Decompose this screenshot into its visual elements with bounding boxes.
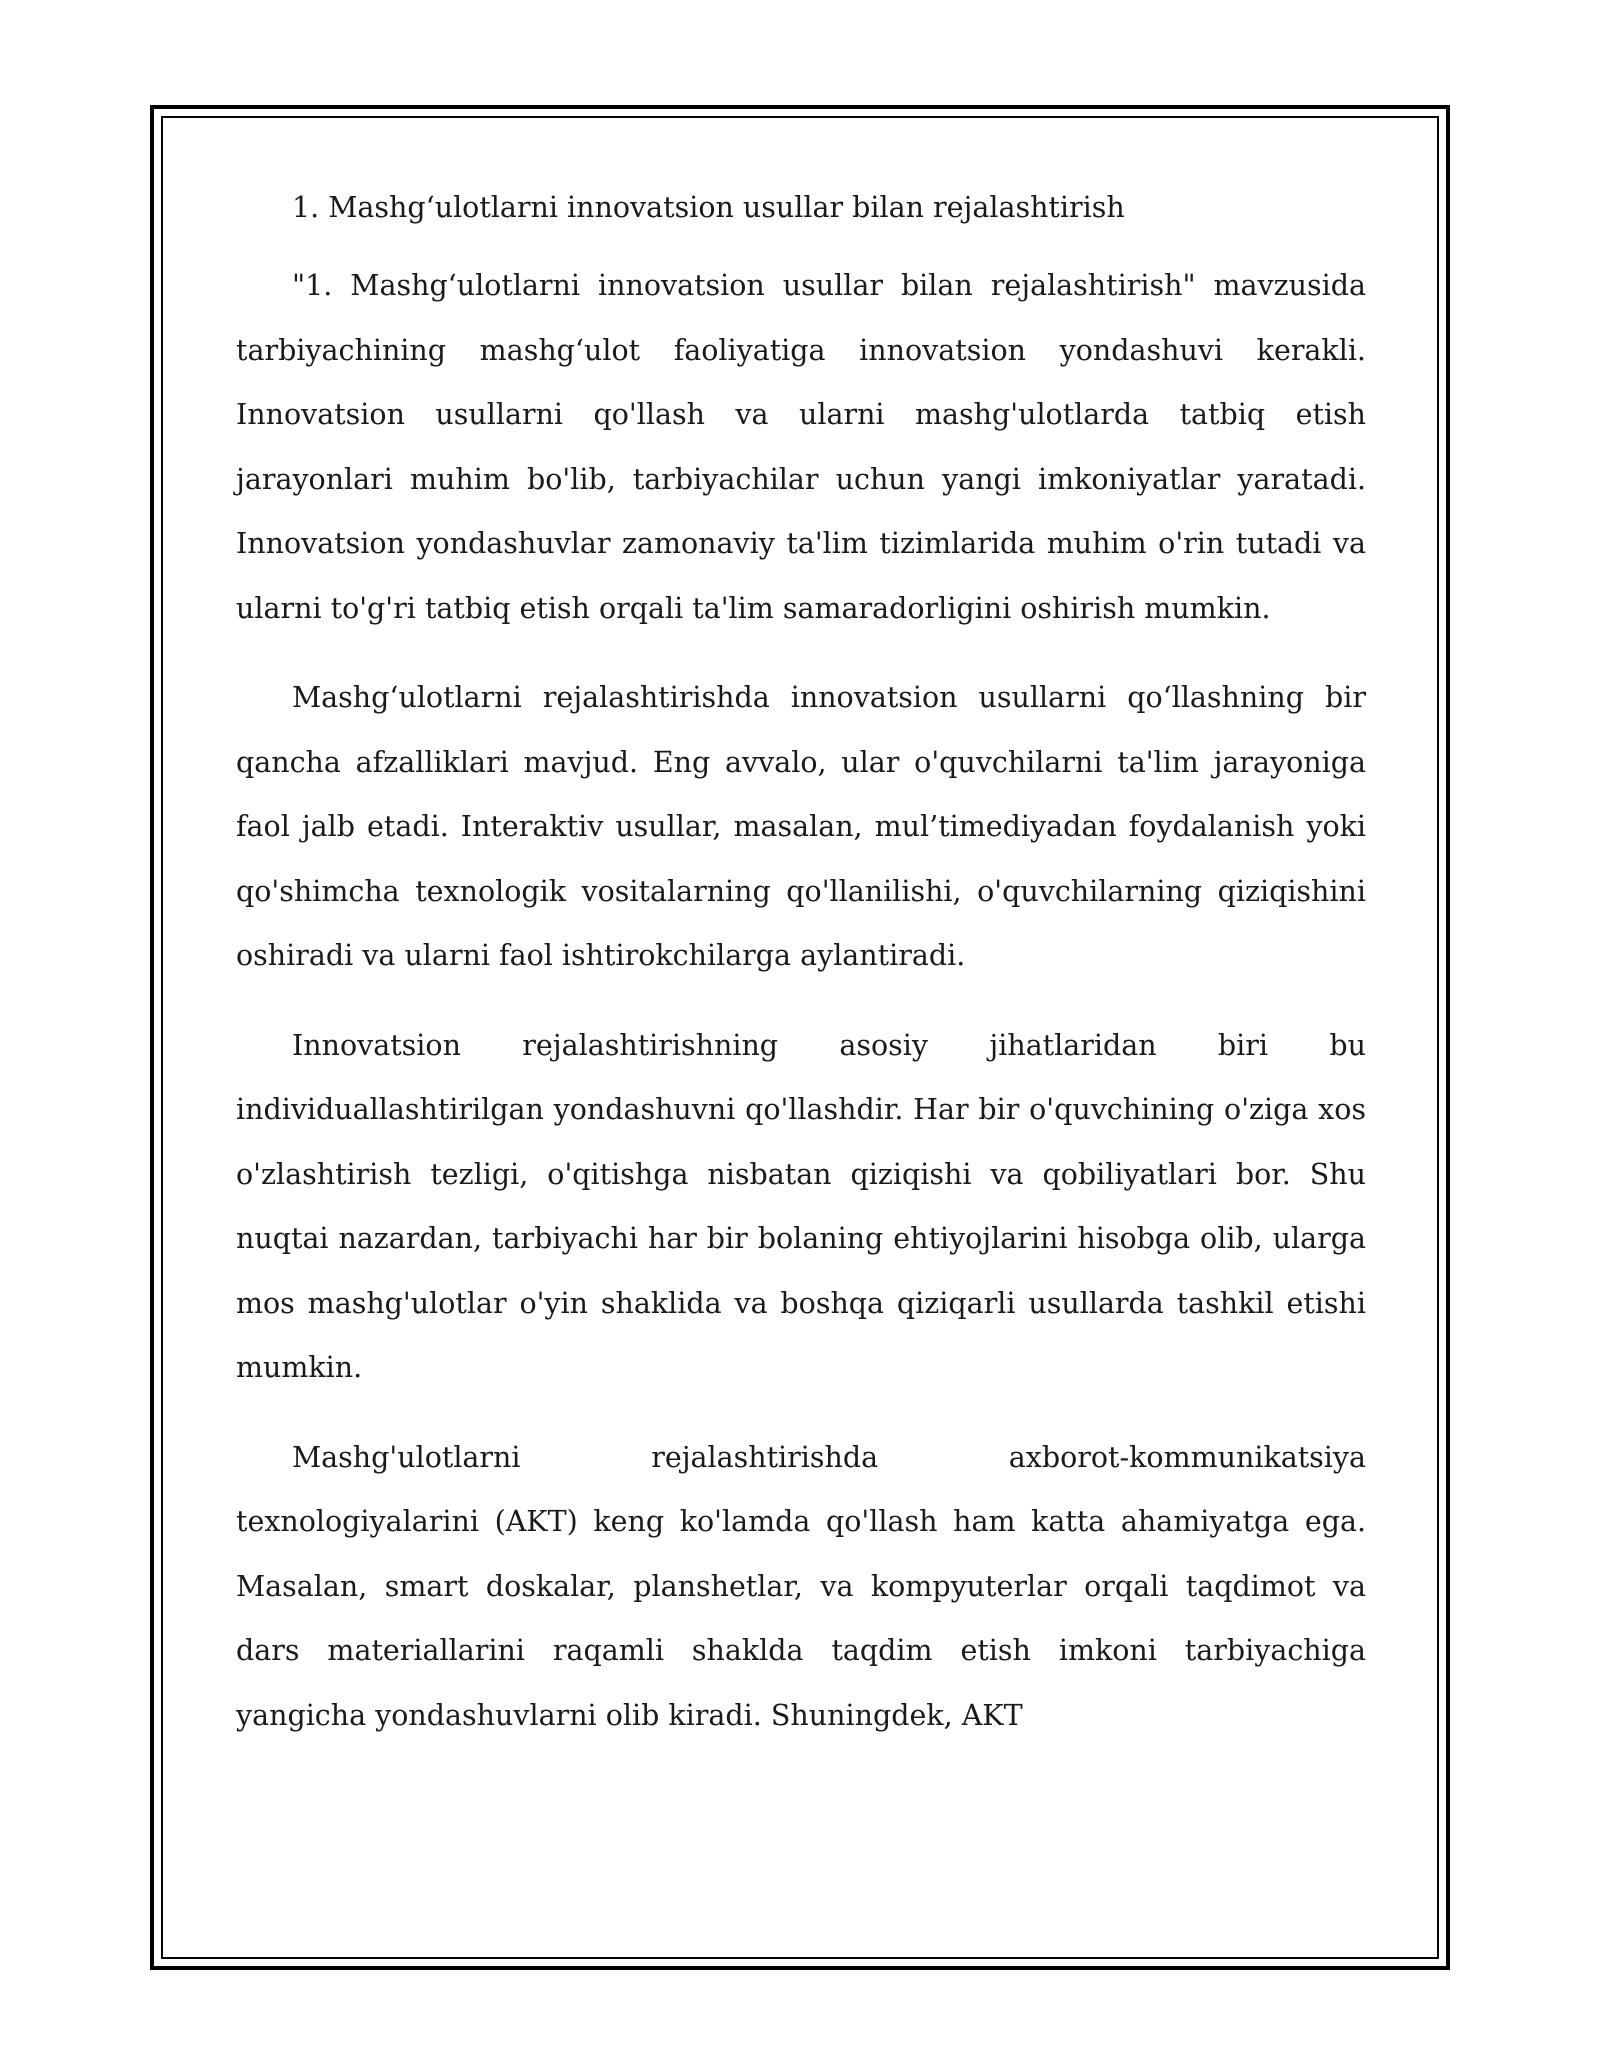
paragraph-4: Mashg'ulotlarni rejalashtirishda axborot-kommunikatsiya texnologiyalarini (AKT) keng ko'lamda qo'llash ham katta ahamiyatga ega. Masalan, smart doskalar, planshetlar, va kompyuterlar orqali taqdimot va dars materiallarini raqamli shaklda taqdim etish imkoni tarbiyachiga yangicha yondashuvlarni olib kiradi. Shuningdek, AKT xyxy=(236,1440,1366,1732)
paragraph-1: "1. Mashg‘ulotlarni innovatsion usullar bilan rejalashtirish" mavzusida tarbiyachining mashg‘ulot faoliyatiga innovatsion yondashuvi kerakli. Innovatsion usullarni qo'llash va ularni mashg'ulotlarda tatbiq etish jarayonlari muhim bo'lib, tarbiyachilar uchun yangi imkoniyatlar yaratadi. Innovatsion yondashuvlar zamonaviy ta'lim tizimlarida muhim o'rin tutadi va ularni to'g'ri tatbiq etish orqali ta'lim samaradorligini oshirish mumkin. xyxy=(236,269,1366,625)
paragraph-3: Innovatsion rejalashtirishning asosiy jihatlaridan biri bu individuallashtirilgan yondashuvni qo'llashdir. Har bir o'quvchining o'ziga xos o'zlashtirish tezligi, o'qitishga nisbatan qiziqishi va qobiliyatlari bor. Shu nuqtai nazardan, tarbiyachi har bir bolaning ehtiyojlarini hisobga olib, ularga mos mashg'ulotlar o'yin shaklida va boshqa qiziqarli usullarda tashkil etishi mumkin. xyxy=(236,1028,1366,1384)
section-heading: 1. Mashg‘ulotlarni innovatsion usullar bilan rejalashtirish xyxy=(292,191,1125,224)
paragraph-2: Mashg‘ulotlarni rejalashtirishda innovatsion usullarni qo‘llashning bir qancha afzalliklari mavjud. Eng avvalo, ular o'quvchilarni ta'lim jarayoniga faol jalb etadi. Interaktiv usullar, masalan, mul’timediyadan foydalanish yoki qo'shimcha texnologik vositalarning qo'llanilishi, o'quvchilarning qiziqishini oshiradi va ularni faol ishtirokchilarga aylantiradi. xyxy=(236,681,1366,972)
document-body xyxy=(236,176,1366,1773)
